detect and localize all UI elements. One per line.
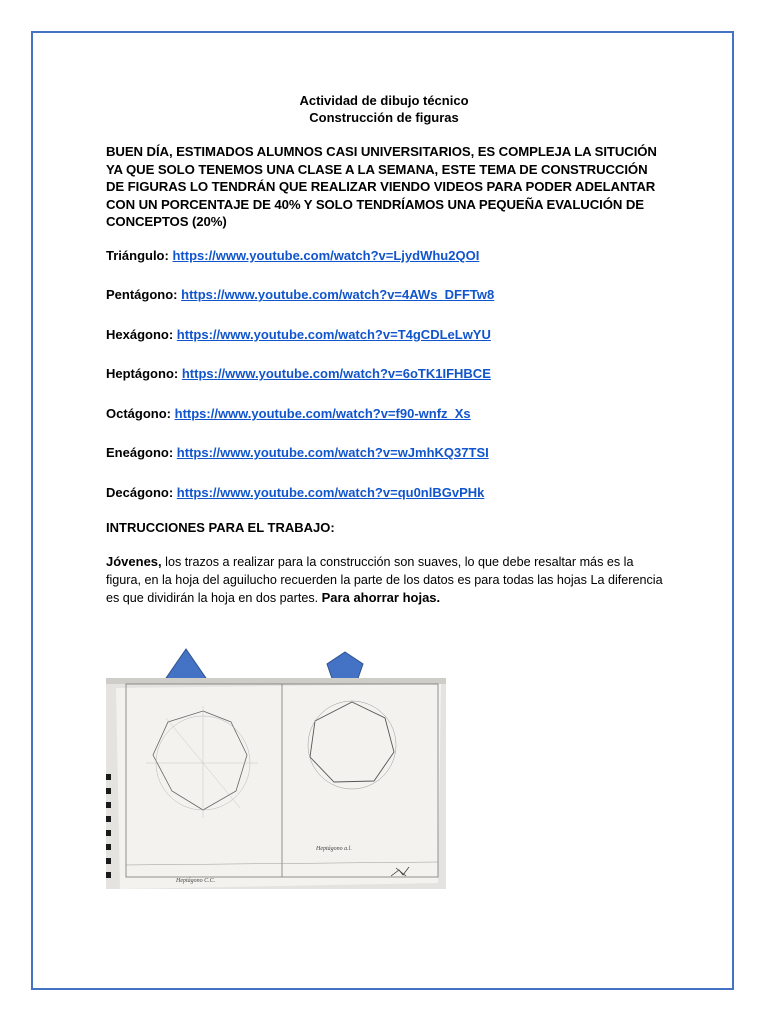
instructions-heading: INTRUCCIONES PARA EL TRABAJO: [106,520,335,536]
link-row-octagono [106,405,666,445]
photo-right-caption: Heptágono a.l. [316,846,352,852]
instructions-lead: Jóvenes, [106,554,162,570]
link-row-eneagono [106,444,666,484]
photo-left-caption: Heptágono C.C. [176,878,216,884]
link-row-pentagono [106,286,666,326]
link-label: Hexágono: [106,326,174,342]
link-heptagono[interactable]: https://www.youtube.com/watch?v=6oTK1IFHBCE [181,366,491,382]
link-row-hexagono [106,326,666,366]
link-eneagono[interactable]: https://www.youtube.com/watch?v=wJmhKQ37TSI [176,445,489,461]
link-row-triangulo [106,247,666,287]
link-row-heptagono [106,365,666,405]
link-pentagono[interactable]: https://www.youtube.com/watch?v=4AWs_DFFTw8 [181,287,495,303]
instructions-emphasis: Para ahorrar hojas. [321,590,441,606]
link-octagono[interactable]: https://www.youtube.com/watch?v=f90-wnfz_Xs [174,405,471,421]
instructions-paragraph [106,553,668,607]
link-label: Eneágono: [106,445,174,461]
link-label: Triángulo: [106,247,169,263]
triangle-shape-icon [163,648,209,682]
video-link-list [106,247,666,524]
link-label: Heptágono: [106,366,179,382]
instructions-text: los trazos a realizar para la construcción son suaves, lo que debe resaltar más es la figura, en la hoja del aguilucho recuerden la parte de los datos es para todas las hojas La diferencia es que dividirán la hoja en dos partes. [106,555,663,606]
document-body [106,92,666,607]
link-label: Octágono: [106,405,171,421]
link-hexagono[interactable]: https://www.youtube.com/watch?v=T4gCDLeLwYU [176,326,491,342]
drawing-sheet-photo [106,678,446,889]
link-decagono[interactable]: https://www.youtube.com/watch?v=qu0nlBGvPHk [176,484,485,500]
document-title: Actividad de dibujo técnico [299,93,469,108]
link-label: Decágono: [106,484,174,500]
link-triangulo[interactable]: https://www.youtube.com/watch?v=LjydWhu2QOI [172,247,480,263]
link-row-decagono [106,484,666,524]
intro-paragraph: BUEN DÍA, ESTIMADOS ALUMNOS CASI UNIVERSITARIOS, ES COMPLEJA LA SITUCIÓN YA QUE SOLO TENEMOS UNA CLASE A LA SEMANA, ESTE TEMA DE CONSTRUCCIÓN DE FIGURAS LO TENDRÁN QUE REALIZAR VIENDO VIDEOS PARA PODER ADELANTAR CON UN PORCENTAJE DE 40% Y SOLO TENDRÍAMOS UNA PEQUEÑA EVALUCIÓN DE CONCEPTOS (20%) [106,144,657,230]
document-subtitle: Construcción de figuras [309,110,459,125]
link-label: Pentágono: [106,287,178,303]
